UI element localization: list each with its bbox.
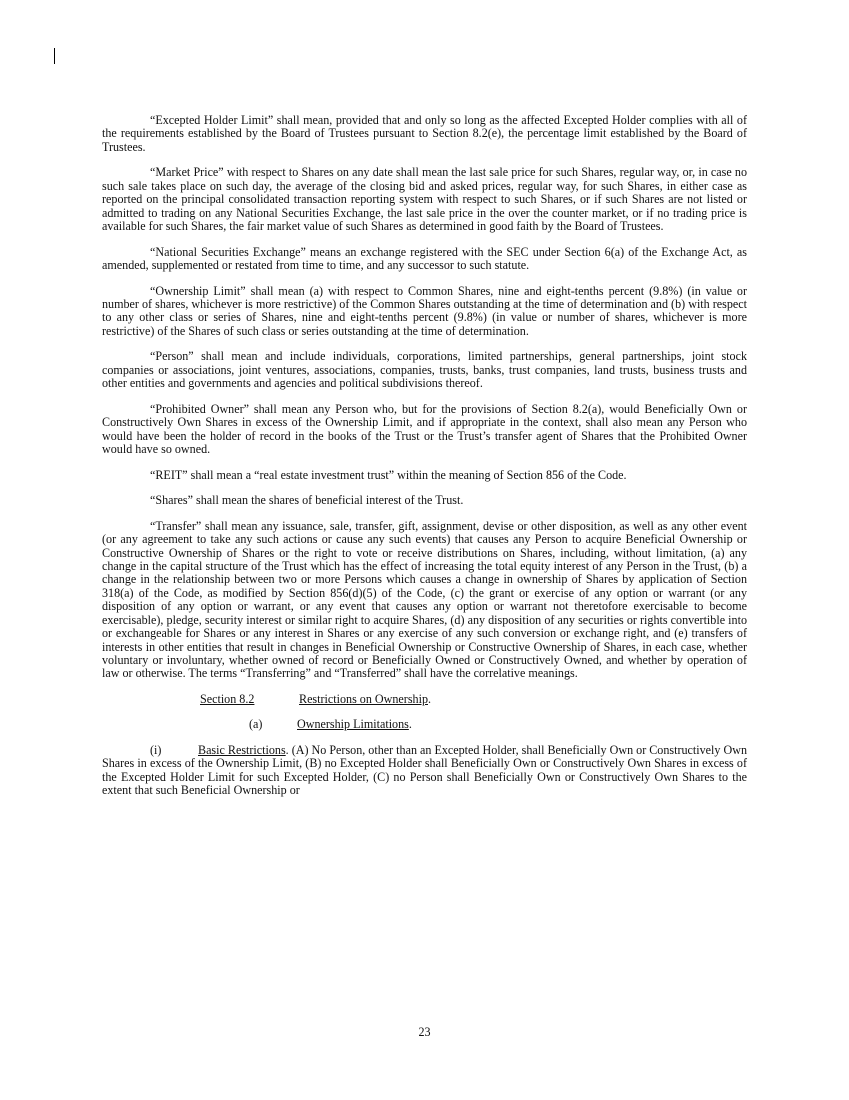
- section-heading: [102, 693, 747, 706]
- definition-transfer: “Transfer” shall mean any issuance, sale, transfer, gift, assignment, devise or other disposition, as well as any other event (or any agreement to take any such actions or cause any such events) that causes any Person to acquire Beneficial Ownership or Constructive Ownership of Shares or the right to vote or receive distributions on Shares, including, without limitation, (a) any change in the capital structure of the Trust which has the effect of increasing the total equity interest of any Person in the Trust, (b) a change in the relationship between two or more Persons which causes a change in ownership of Shares by application of Section 318(a) of the Code, as modified by Section 856(d)(5) of the Code, (c) the grant or exercise of any option or warrant (or any disposition of any option or warrant, or any event that causes any option or warrant not theretofore exercisable to become exercisable), pledge, security interest or similar right to acquire Shares, (d) any disposition of any securities or rights convertible into or exchangeable for Shares or any interest in Shares or any exercise of any such conversion or exchange right, and (e) transfers of interests in other entities that result in changes in Beneficial Ownership or Constructive Ownership of Shares, in each case, whether voluntary or involuntary, whether owned of record or Beneficially Owned or Constructively Owned, and whether by operation of law or otherwise. The terms “Transferring” and “Transferred” shall have the correlative meanings.: [102, 518, 747, 681]
- definition-person: “Person” shall mean and include individuals, corporations, limited partnerships, general partnerships, joint stock companies or associations, joint ventures, associations, companies, trusts, banks, trust companies, land trusts, business trusts and other entities and governments and agencies and political subdivisions thereof.: [102, 349, 747, 391]
- subsection-period: .: [408, 717, 412, 732]
- section-number: Section 8.2: [200, 691, 255, 706]
- definition-national-securities-exchange: “National Securities Exchange” means an exchange registered with the SEC under Section 6(a) of the Exchange Act, as amended, supplemented or restated from time to time, and any successor to such statute.: [102, 244, 747, 273]
- section-title: Restrictions on Ownership: [299, 691, 428, 706]
- document-body: [102, 114, 747, 810]
- definition-shares: “Shares” shall mean the shares of beneficial interest of the Trust.: [150, 493, 464, 508]
- section-period: .: [428, 691, 432, 706]
- subsection-title: Ownership Limitations: [297, 717, 409, 732]
- definition-market-price: “Market Price” with respect to Shares on any date shall mean the last sale price for such Shares, regular way, or, in case no such sale takes place on such day, the average of the closing bid and asked prices, regular way, for such Shares, in either case as reported on the principal consolidated transaction reporting system with respect to such Shares, or if such Shares are not listed or admitted to trading on any National Securities Exchange, the last sale price in the over the counter market, or if no trading price is available for such Shares, the fair market value of such Shares as determined in good faith by the Board of Trustees.: [102, 165, 747, 234]
- clause-basic-restrictions: [102, 744, 747, 798]
- definition-prohibited-owner: “Prohibited Owner” shall mean any Person who, but for the provisions of Section 8.2(a), would Beneficially Own or Constructively Own Shares in excess of the Ownership Limit, and if appropriate in the context, shall also mean any Person who would have been the holder of record in the books of the Trust or the Trust’s transfer agent of Shares that the Prohibited Owner would have so owned.: [102, 401, 747, 457]
- clause-body: . (A) No Person, other than an Excepted Holder, shall Beneficially Own or Constructively Own Shares in excess of the Ownership Limit, (B) no Excepted Holder shall Beneficially Own or Constructively Own Shares in excess of the Excepted Holder Limit for such Excepted Holder, (C) no Person shall Beneficially Own or Constructively Own Shares to the extent that such Beneficial Ownership or: [102, 742, 747, 797]
- page-number: 23: [418, 1025, 431, 1039]
- text-cursor: [54, 48, 55, 64]
- definition-excepted-holder-limit: “Excepted Holder Limit” shall mean, provided that and only so long as the affected Excepted Holder complies with all of the requirements established by the Board of Trustees pursuant to Section 8.2(e), the percentage limit established by the Board of Trustees.: [102, 113, 747, 154]
- subsection-number: (a): [249, 717, 263, 732]
- subsection-heading: [102, 718, 747, 731]
- clause-title: Basic Restrictions: [198, 742, 286, 757]
- definition-reit: “REIT” shall mean a “real estate investment trust” within the meaning of Section 856 of the Code.: [150, 467, 627, 482]
- clause-number: (i): [150, 742, 162, 757]
- definition-ownership-limit: “Ownership Limit” shall mean (a) with respect to Common Shares, nine and eight-tenths percent (9.8%) (in value or number of shares, whichever is more restrictive) of the Common Shares outstanding at the time of determination and (b) with respect to any other class or series of Shares, nine and eight-tenths percent (9.8%) (in value or number of shares, whichever is more restrictive) of the Shares of such class or series outstanding at the time of determination.: [102, 283, 747, 338]
